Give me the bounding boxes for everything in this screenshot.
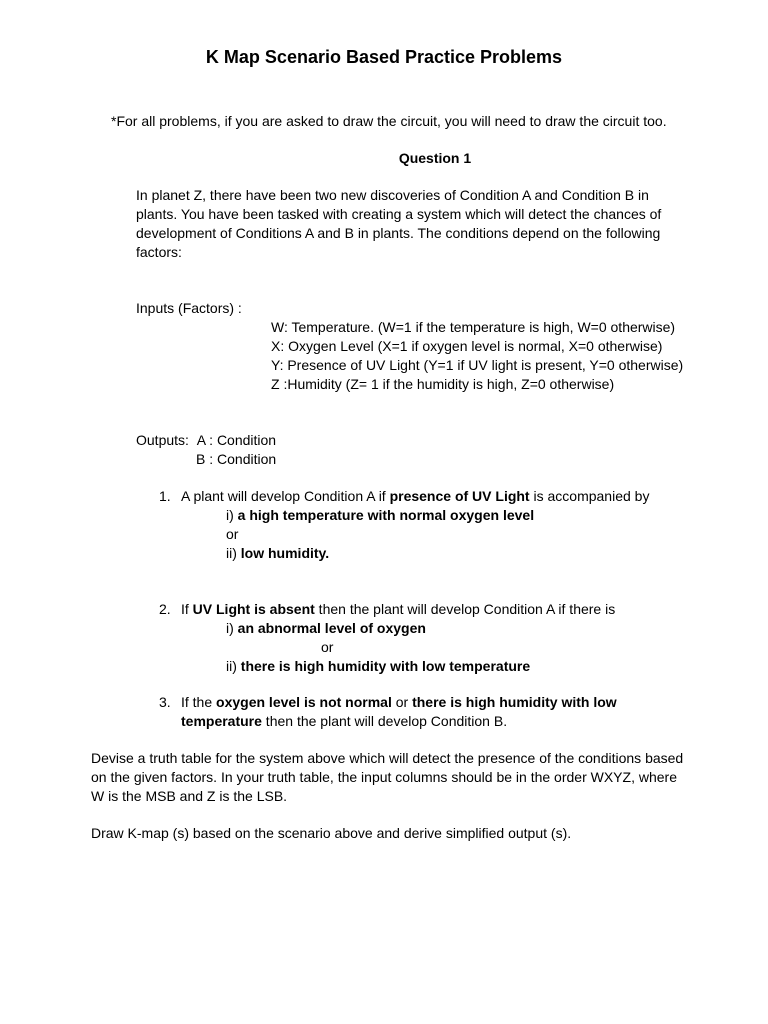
sub-bold: low humidity. — [240, 545, 330, 561]
page-title: K Map Scenario Based Practice Problems — [205, 47, 563, 67]
rule-3 — [159, 693, 617, 731]
sub-label: i) — [226, 507, 238, 523]
sub-label: ii) — [226, 658, 241, 674]
rule-2 — [159, 600, 615, 676]
instructions-note: *For all problems, if you are asked to draw the circuit, you will need to draw the circuit too. — [111, 113, 667, 129]
truth-table-instructions — [91, 749, 683, 806]
rule-text: If — [181, 601, 193, 617]
output-b: B : Condition — [196, 451, 277, 467]
sub-label: i) — [226, 620, 238, 636]
rule-text: A plant will develop Condition A if — [181, 488, 390, 504]
rule-number: 2. — [159, 601, 171, 617]
sub-bold: an abnormal level of oxygen — [237, 620, 426, 636]
kmap-instruction: Draw K-map (s) based on the scenario above and derive simplified output (s). — [91, 825, 572, 841]
rule-text: then the plant will develop Condition A if there is — [314, 601, 616, 617]
rule-1 — [159, 487, 649, 563]
input-w: W: Temperature. (W=1 if the temperature is high, W=0 otherwise) — [271, 319, 676, 335]
rule-number: 3. — [159, 694, 171, 710]
rule-bold: temperature — [181, 713, 262, 729]
input-y: Y: Presence of UV Light (Y=1 if UV light is present, Y=0 otherwise) — [271, 357, 684, 373]
sub-label: ii) — [226, 545, 241, 561]
rule-text: then the plant will develop Condition B. — [261, 713, 508, 729]
rule-number: 1. — [159, 488, 171, 504]
rule-bold: there is high humidity with low — [412, 694, 617, 710]
or-text: or — [226, 526, 239, 542]
question-intro — [136, 186, 666, 262]
inputs-label: Inputs (Factors) : — [136, 300, 242, 316]
rule-bold: UV Light is absent — [192, 601, 315, 617]
output-a: A : Condition — [196, 432, 277, 448]
input-x: X: Oxygen Level (X=1 if oxygen level is normal, X=0 otherwise) — [271, 338, 663, 354]
question-heading: Question 1 — [398, 150, 472, 166]
intro-line: factors: — [136, 244, 182, 260]
rule-bold: presence of UV Light — [389, 488, 530, 504]
rule-text: If the — [181, 694, 217, 710]
intro-line: development of Conditions A and B in plants. The conditions depend on the following — [136, 225, 661, 241]
outputs-label: Outputs: — [136, 432, 189, 448]
input-z: Z :Humidity (Z= 1 if the humidity is high, Z=0 otherwise) — [271, 376, 615, 392]
instruction-line: Devise a truth table for the system above which will detect the presence of the conditions based — [91, 750, 684, 766]
sub-bold: a high temperature with normal oxygen level — [237, 507, 535, 523]
rule-bold: oxygen level is not normal — [216, 694, 392, 710]
outputs-block — [136, 431, 276, 469]
intro-line: In planet Z, there have been two new discoveries of Condition A and Condition B in — [136, 187, 649, 203]
instruction-line: W is the MSB and Z is the LSB. — [91, 788, 288, 804]
or-text: or — [321, 639, 334, 655]
rule-text: is accompanied by — [529, 488, 650, 504]
sub-bold: there is high humidity with low temperature — [240, 658, 531, 674]
instruction-line: on the given factors. In your truth table, the input columns should be in the order WXYZ, where — [91, 769, 677, 785]
rule-text: or — [391, 694, 413, 710]
inputs-list — [271, 318, 683, 394]
intro-line: plants. You have been tasked with creating a system which will detect the chances of — [136, 206, 662, 222]
